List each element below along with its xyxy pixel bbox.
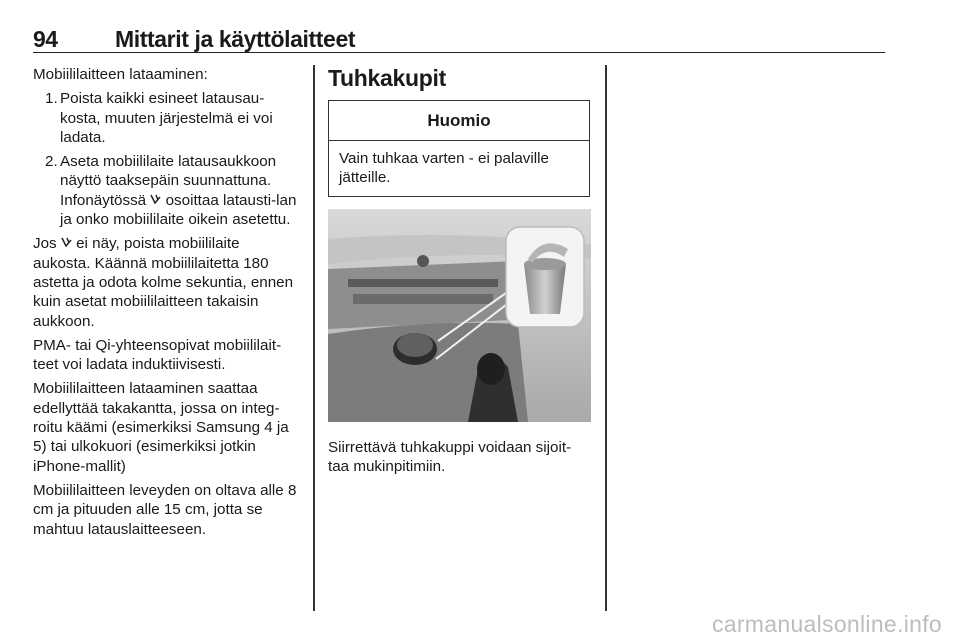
para-if-before: Jos bbox=[33, 235, 57, 253]
list-item bbox=[33, 89, 301, 147]
step-number: 1. bbox=[45, 90, 58, 108]
ashtray-photo bbox=[328, 209, 591, 422]
paragraph-pma: PMA- tai Qi-yhteensopivat mobiililait-teet voi ladata induktiivisesti. bbox=[33, 336, 282, 374]
page-title: Mittarit ja käyttölaitteet bbox=[115, 26, 356, 52]
page-number: 94 bbox=[33, 26, 58, 52]
page-header bbox=[33, 26, 885, 53]
para-if-after: ei näy, poista mobiililaite aukosta. Käännä mobiililaitetta 180 astetta ja odota kolme sekuntia, ennen kuin asetat mobiililaitteen takaisin aukkoon. bbox=[33, 235, 294, 330]
paragraph-if-missing bbox=[33, 234, 301, 330]
right-column bbox=[328, 65, 591, 481]
step-text-before-icon: Aseta mobiililaite latausaukkoon näyttö taaksepäin suunnattuna. Infonäytössä bbox=[60, 153, 277, 209]
notice-box bbox=[328, 100, 590, 197]
list-item bbox=[33, 152, 301, 229]
section-title: Tuhkakupit bbox=[328, 65, 446, 91]
column-divider-2 bbox=[605, 65, 607, 611]
notice-heading: Huomio bbox=[329, 101, 589, 141]
paragraph-cover: Mobiililaitteen lataaminen saattaa edellyttää takakantta, jossa on integ-roitu käämi (esimerkiksi Samsung 4 ja 5) tai ulkokuori (esimerkiksi jotkin iPhone-mallit) bbox=[33, 380, 289, 475]
intro-text: Mobiililaitteen lataaminen: bbox=[33, 66, 208, 83]
watermark: carmanualsonline.info bbox=[711, 611, 942, 637]
photo-caption: Siirrettävä tuhkakuppi voidaan sijoit-taa mukinpitimiin. bbox=[328, 438, 572, 475]
step-number: 2. bbox=[45, 153, 58, 171]
left-column bbox=[33, 65, 301, 544]
paragraph-size: Mobiililaitteen leveyden on oltava alle 8 cm ja pituuden alle 15 cm, jotta se mahtuu latauslaitteeseen. bbox=[33, 481, 297, 538]
step-text: Poista kaikki esineet latausau-kosta, muuten järjestelmä ei voi ladata. bbox=[60, 90, 273, 146]
notice-text: Vain tuhkaa varten - ei palaville jätteille. bbox=[339, 150, 549, 187]
step-text-after-icon: osoittaa latausti-lan ja onko mobiililaite oikein asetettu. bbox=[60, 191, 297, 229]
column-divider-1 bbox=[313, 65, 315, 611]
steps-list bbox=[33, 89, 301, 229]
phone-charging-icon bbox=[150, 193, 161, 208]
phone-charging-icon bbox=[61, 236, 72, 251]
